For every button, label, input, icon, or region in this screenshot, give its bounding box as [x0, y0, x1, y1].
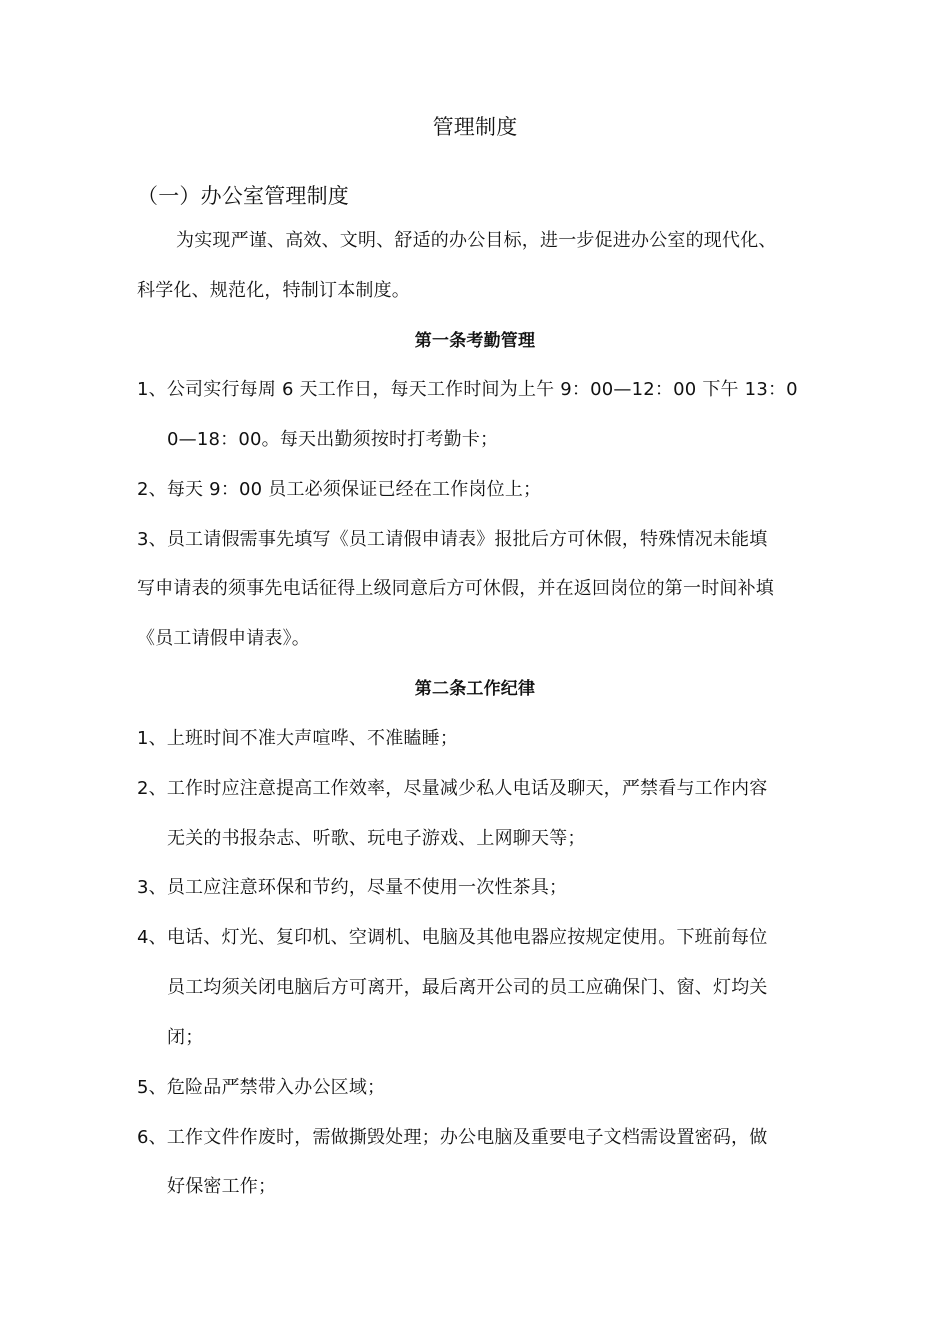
clause-line: 2、每天 9：00 员工必须保证已经在工作岗位上； — [137, 479, 542, 500]
intro-line: 为实现严谨、高效、文明、舒适的办公目标，进一步促进办公室的现代化、 — [176, 230, 777, 251]
clause-line: 0—18：00。每天出勤须按时打考勤卡； — [167, 429, 499, 450]
section-heading: （一）办公室管理制度 — [137, 184, 349, 208]
clause-line: 《员工请假申请表》。 — [137, 628, 310, 649]
document-title: 管理制度 — [432, 115, 518, 139]
clause-line: 5、危险品严禁带入办公区域； — [137, 1077, 386, 1098]
article-heading: 第一条考勤管理 — [414, 331, 536, 351]
clause-line: 员工均须关闭电脑后方可离开，最后离开公司的员工应确保门、窗、灯均关 — [167, 977, 768, 998]
clause-line: 6、工作文件作废时，需做撕毁处理；办公电脑及重要电子文档需设置密码，做 — [137, 1127, 768, 1148]
clause-line: 4、电话、灯光、复印机、空调机、电脑及其他电器应按规定使用。下班前每位 — [137, 927, 768, 948]
clause-line: 3、员工应注意环保和节约，尽量不使用一次性茶具； — [137, 877, 568, 898]
clause-line: 写申请表的须事先电话征得上级同意后方可休假，并在返回岗位的第一时间补填 — [137, 578, 774, 599]
clause-line: 闭； — [167, 1027, 204, 1048]
clause-line: 好保密工作； — [167, 1176, 277, 1197]
clause-line: 1、上班时间不准大声喧哗、不准瞌睡； — [137, 728, 459, 749]
clause-line: 3、员工请假需事先填写《员工请假申请表》报批后方可休假，特殊情况未能填 — [137, 529, 768, 550]
clause-line: 1、公司实行每周 6 天工作日，每天工作时间为上午 9：00—12：00 下午 13：0 — [137, 379, 798, 400]
clause-line: 无关的书报杂志、听歌、玩电子游戏、上网聊天等； — [167, 828, 586, 849]
clause-line: 2、工作时应注意提高工作效率，尽量减少私人电话及聊天，严禁看与工作内容 — [137, 778, 768, 799]
article-heading: 第二条工作纪律 — [414, 679, 536, 699]
intro-line: 科学化、规范化，特制订本制度。 — [137, 280, 410, 301]
